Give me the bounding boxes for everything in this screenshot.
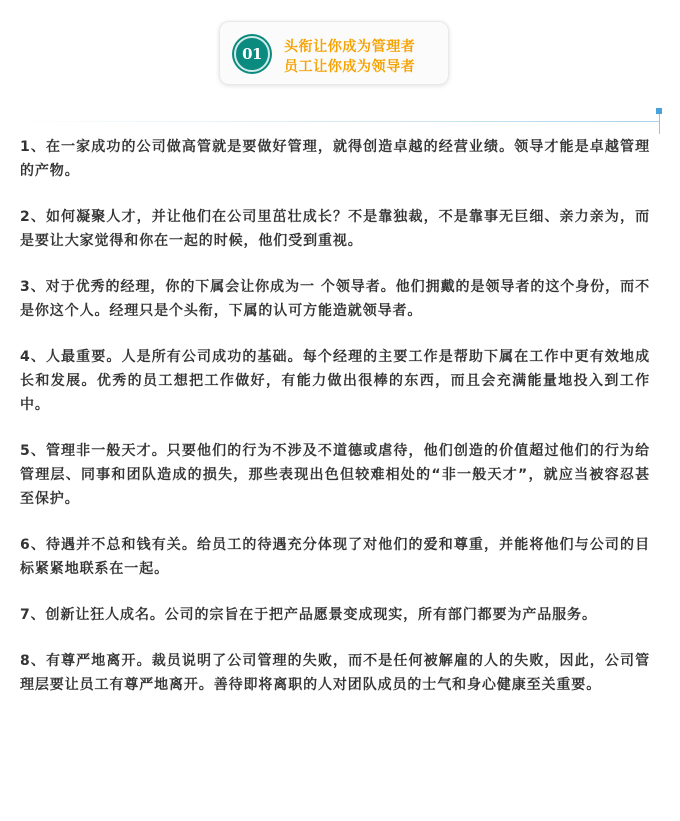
divider-marker-icon	[656, 108, 666, 134]
paragraph-2: 2、如何凝聚人才，并让他们在公司里茁壮成长？不是靠独裁，不是靠事无巨细、亲力亲为，而是要让大家觉得和你在一起的时候，他们受到重视。	[20, 209, 650, 249]
paragraph-7: 7、创新让狂人成名。公司的宗旨在于把产品愿景变成现实，所有部门都要为产品服务。	[20, 607, 597, 623]
paragraph-5: 5、管理非一般天才。只要他们的行为不涉及不道德或虐待，他们创造的价值超过他们的行为给管理层、同事和团队造成的损失，那些表现出色但较难相处的“非一般天才”，就应当被容忍甚至保护。	[20, 443, 650, 507]
section-title-line-2: 员工让你成为领导者	[284, 59, 416, 75]
section-title-line-1: 头衔让你成为管理者	[284, 39, 416, 55]
section-number-badge	[234, 36, 270, 72]
paragraph-6: 6、待遇并不总和钱有关。给员工的待遇充分体现了对他们的爱和尊重，并能将他们与公司的目标紧紧地联系在一起。	[20, 537, 650, 577]
section-header-card	[219, 21, 449, 85]
section-divider	[12, 121, 660, 122]
paragraph-8: 8、有尊严地离开。裁员说明了公司管理的失败，而不是任何被解雇的人的失败，因此，公司管理层要让员工有尊严地离开。善待即将离职的人对团队成员的士气和身心健康至关重要。	[20, 653, 650, 693]
paragraph-4: 4、人最重要。人是所有公司成功的基础。每个经理的主要工作是帮助下属在工作中更有效地成长和发展。优秀的员工想把工作做好，有能力做出很棒的东西，而且会充满能量地投入到工作中。	[20, 349, 650, 413]
section-number: 01	[242, 45, 262, 63]
paragraph-3: 3、对于优秀的经理，你的下属会让你成为一 个领导者。他们拥戴的是领导者的这个身份，而不是你这个人。经理只是个头衔，下属的认可方能造就领导者。	[20, 279, 650, 319]
paragraph-1: 1、在一家成功的公司做高管就是要做好管理，就得创造卓越的经营业绩。领导才能是卓越管理的产物。	[20, 139, 650, 179]
article-body	[20, 135, 650, 719]
